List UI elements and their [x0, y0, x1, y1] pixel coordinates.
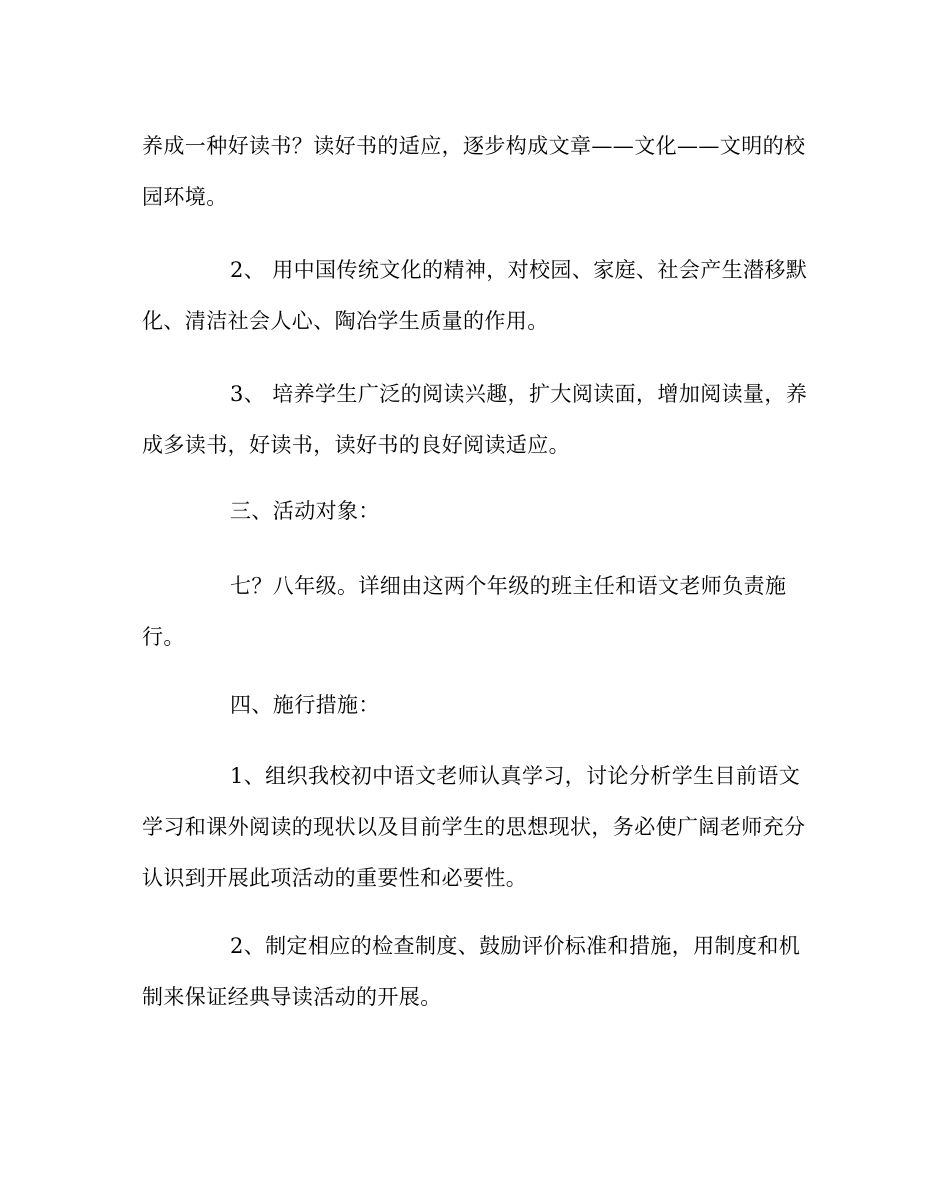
paragraph-goal-2: 2、 用中国传统文化的精神，对校园、家庭、社会产生潜移默化、清洁社会人心、陶冶学生质量的作用。 — [142, 258, 808, 333]
paragraph-continuation: 养成一种好读书？读好书的适应，逐步构成文章——文化——文明的校园环境。 — [142, 134, 806, 209]
paragraph-goal-3: 3、 培养学生广泛的阅读兴趣，扩大阅读面，增加阅读量，养成多读书，好读书，读好书的良好阅读适应。 — [142, 382, 808, 457]
paragraph-measure-2: 2、制定相应的检查制度、鼓励评价标准和措施，用制度和机制来保证经典导读活动的开展。 — [142, 934, 801, 1009]
paragraph-measure-1: 1、组织我校初中语文老师认真学习，讨论分析学生目前语文学习和课外阅读的现状以及目前学生的思想现状，务必使广阔老师充分认识到开展此项活动的重要性和必要性。 — [142, 764, 806, 890]
section-heading-measures: 四、施行措施： — [230, 693, 380, 717]
section-heading-activity-target: 三、活动对象： — [230, 499, 380, 523]
paragraph-activity-target: 七？八年级。详细由这两个年级的班主任和语文老师负责施行。 — [142, 574, 787, 649]
